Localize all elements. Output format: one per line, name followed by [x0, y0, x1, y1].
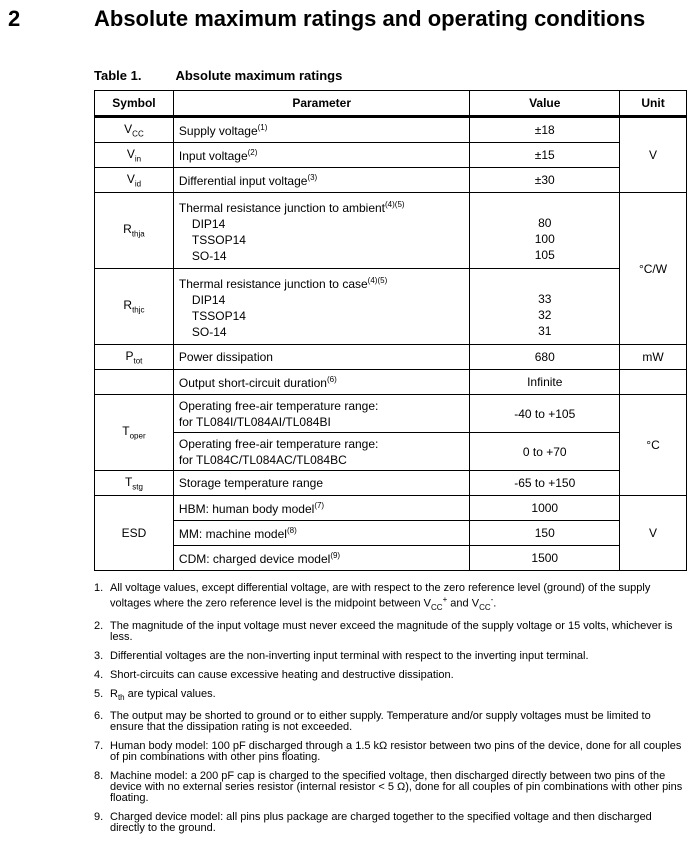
note-number: 3. — [94, 649, 104, 662]
symbol-cell — [95, 345, 174, 370]
symbol-cell — [95, 395, 174, 471]
table-caption — [94, 68, 342, 83]
parameter: Thermal resistance junction to case — [178, 277, 368, 291]
parameter-detail: for TL084I/TL084AI/TL084BI — [178, 414, 331, 429]
table-notes — [94, 583, 684, 842]
unit-cell: °C — [620, 395, 687, 496]
value-cell: 0 to +70 — [470, 433, 620, 471]
value: 105 — [534, 247, 555, 262]
unit-cell: V — [620, 496, 687, 571]
note-number: 9. — [94, 811, 104, 824]
note-ref: (4)(5) — [367, 276, 388, 285]
symbol-sub: thja — [131, 229, 145, 239]
symbol-sub: tot — [133, 356, 143, 366]
package: TSSOP14 — [191, 309, 246, 323]
symbol-cell — [95, 370, 174, 395]
note-text: Human body model: 100 pF discharged through a 1.5 kΩ resistor between two pins of the device, done for all couples of pin combinations with other pins floating. — [110, 740, 682, 764]
unit-cell: °C/W — [620, 193, 687, 345]
note-text: $R_{th}$ are typical values. — [110, 687, 216, 703]
table-row — [95, 168, 687, 193]
table-row — [95, 117, 687, 143]
absolute-maximum-ratings-table — [94, 90, 687, 571]
parameter-cell — [173, 193, 470, 269]
note-number: 5. — [94, 687, 104, 700]
parameter-cell: Power dissipation — [173, 345, 470, 370]
parameter-cell — [173, 546, 470, 571]
symbol-cell — [95, 269, 174, 345]
parameter: MM: machine model — [178, 526, 287, 541]
unit-cell: mW — [620, 345, 687, 370]
note-text: Machine model: a 200 pF cap is charged to the specified voltage, then discharged directly between two pins of the device with no external series resistor (internal resistor < 5 Ω), done for all couples of pin combinations with other pins floating. — [110, 770, 683, 805]
table-row — [95, 395, 687, 433]
note-item — [94, 583, 684, 613]
symbol: V — [124, 121, 133, 136]
parameter: Supply voltage — [178, 123, 258, 138]
symbol-sub: id — [134, 179, 142, 189]
package: DIP14 — [191, 293, 226, 307]
parameter-detail: for TL084C/TL084AC/TL084BC — [178, 452, 347, 467]
note-item — [94, 711, 684, 733]
note-text: The output may be shorted to ground or to either supply. Temperature and/or supply voltages must be limited to ensure that the dissipation rating is not exceeded. — [110, 710, 651, 734]
symbol: T — [124, 474, 133, 489]
value-cell: -40 to +105 — [470, 395, 620, 433]
symbol-cell — [95, 117, 174, 143]
header-unit: Unit — [620, 91, 687, 117]
symbol: R — [123, 222, 132, 237]
symbol-cell — [95, 168, 174, 193]
value-cell: -65 to +150 — [470, 471, 620, 496]
parameter: Operating free-air temperature range: — [178, 398, 379, 413]
symbol-cell: ESD — [95, 496, 174, 571]
parameter-cell — [173, 370, 470, 395]
package: TSSOP14 — [191, 233, 246, 247]
note-number: 8. — [94, 770, 104, 783]
value-cell: 680 — [470, 345, 620, 370]
symbol: V — [126, 171, 135, 186]
value-cell: ±18 — [470, 117, 620, 143]
parameter-cell — [173, 496, 470, 521]
note-number: 4. — [94, 668, 104, 681]
table-row — [95, 345, 687, 370]
symbol-sub: oper — [129, 431, 146, 441]
parameter-cell — [173, 168, 470, 193]
value: 100 — [534, 231, 555, 246]
value: 80 — [538, 215, 552, 230]
parameter-cell — [173, 143, 470, 168]
note-item — [94, 689, 684, 703]
parameter-cell: Storage temperature range — [173, 471, 470, 496]
symbol: P — [125, 348, 134, 363]
table-row — [95, 546, 687, 571]
note-text: Differential voltages are the non-inverting input terminal with respect to the inverting input terminal. — [110, 649, 589, 662]
value: 32 — [538, 307, 552, 322]
header-value: Value — [470, 91, 620, 117]
parameter: Input voltage — [178, 148, 248, 163]
symbol-sub: in — [134, 154, 142, 164]
note-item — [94, 621, 684, 643]
note-ref: (3) — [307, 172, 318, 182]
symbol-sub: stg — [132, 482, 143, 492]
note-number: 7. — [94, 740, 104, 753]
symbol: R — [123, 298, 133, 313]
table-title: Absolute maximum ratings — [175, 68, 343, 83]
table-label: Table 1. — [94, 68, 142, 83]
parameter-cell — [173, 521, 470, 546]
value-cell — [470, 193, 620, 269]
symbol-sub: thjc — [132, 305, 145, 315]
value-cell: ±15 — [470, 143, 620, 168]
parameter-cell — [173, 269, 470, 345]
parameter: Differential input voltage — [178, 173, 308, 188]
section-number: 2 — [8, 6, 21, 31]
package: SO-14 — [191, 249, 227, 263]
table-row — [95, 193, 687, 269]
table-row — [95, 496, 687, 521]
value-cell: 1500 — [470, 546, 620, 571]
note-text: All voltage values, except differential voltage, are with respect to the zero reference level (ground) of the supply voltages where the zero reference level is the midpoint between $V_{CC}^+$ and $V_{CC}^-$. — [110, 582, 651, 612]
symbol-cell — [95, 471, 174, 496]
table-row — [95, 521, 687, 546]
value-cell — [470, 269, 620, 345]
note-item — [94, 812, 684, 834]
table-row — [95, 433, 687, 471]
note-ref: (1) — [257, 122, 268, 132]
section-title: Absolute maximum ratings and operating conditions — [94, 6, 646, 31]
note-number: 1. — [94, 582, 104, 594]
parameter: Thermal resistance junction to ambient — [178, 201, 386, 215]
value: 31 — [538, 323, 552, 338]
note-ref: (9) — [330, 550, 341, 560]
package: SO-14 — [191, 325, 227, 339]
value-cell: ±30 — [470, 168, 620, 193]
note-item — [94, 741, 684, 763]
symbol: V — [126, 146, 135, 161]
note-ref: (6) — [326, 374, 337, 384]
parameter-cell — [173, 395, 470, 433]
value-cell: 150 — [470, 521, 620, 546]
note-item — [94, 670, 684, 681]
note-ref: (7) — [314, 500, 325, 510]
header-parameter: Parameter — [173, 91, 470, 117]
symbol-cell — [95, 143, 174, 168]
package: DIP14 — [191, 217, 226, 231]
parameter: Output short-circuit duration — [178, 375, 327, 390]
symbol-sub: CC — [132, 129, 144, 139]
value-cell: Infinite — [470, 370, 620, 395]
unit-cell — [620, 370, 687, 395]
note-text: Short-circuits can cause excessive heating and destructive dissipation. — [110, 668, 454, 681]
header-symbol: Symbol — [95, 91, 174, 117]
symbol-cell — [95, 193, 174, 269]
note-item — [94, 651, 684, 662]
table-row — [95, 471, 687, 496]
symbol: T — [122, 424, 130, 439]
value: 33 — [538, 291, 552, 306]
note-item — [94, 771, 684, 804]
note-ref: (2) — [247, 147, 258, 157]
table-row — [95, 269, 687, 345]
table-header-row — [95, 91, 687, 117]
note-text: Charged device model: all pins plus package are charged together to the specified voltage and then discharged directly to the ground. — [110, 811, 652, 835]
table-row — [95, 143, 687, 168]
note-number: 2. — [94, 619, 104, 632]
parameter: HBM: human body model — [178, 501, 315, 516]
table-row — [95, 370, 687, 395]
note-ref: (4)(5) — [385, 200, 405, 209]
parameter-cell — [173, 433, 470, 471]
note-text: The magnitude of the input voltage must never exceed the magnitude of the supply voltage or 15 volts, whichever is less. — [110, 619, 673, 643]
value-cell: 1000 — [470, 496, 620, 521]
parameter: Operating free-air temperature range: — [178, 436, 379, 451]
parameter: CDM: charged device model — [178, 551, 331, 566]
unit-cell: V — [620, 117, 687, 193]
note-number: 6. — [94, 710, 104, 723]
parameter-cell — [173, 117, 470, 143]
note-ref: (8) — [286, 525, 297, 535]
